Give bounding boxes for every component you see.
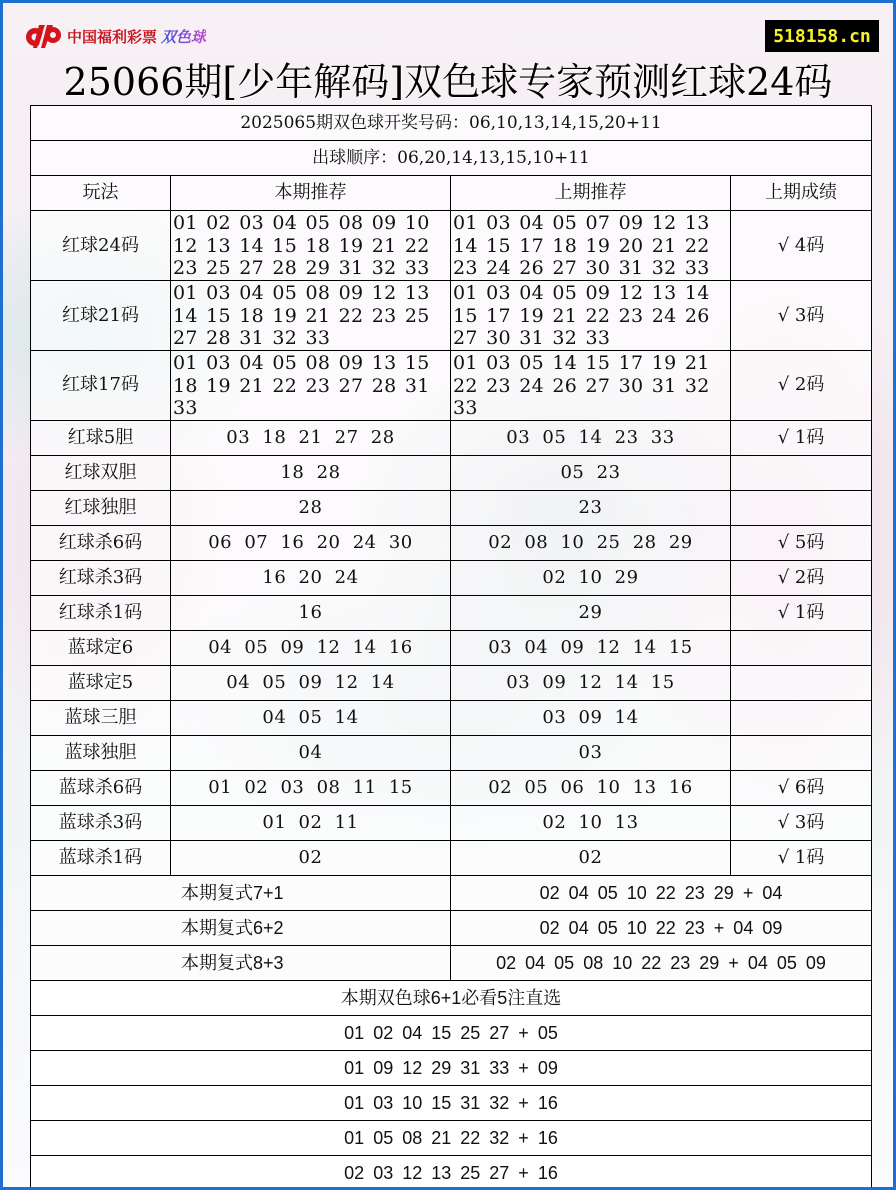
previous-result: √ 1码 (731, 595, 872, 630)
previous-numbers: 05 23 (451, 455, 731, 490)
pick-row (31, 1120, 872, 1155)
logo-text-ssq: 双色球 (161, 27, 207, 46)
welfare-lottery-logo-icon (23, 23, 63, 49)
pick-line: 01 09 12 29 31 33 + 09 (31, 1050, 872, 1085)
picks-title-row (31, 980, 872, 1015)
current-numbers: 01 02 03 04 05 08 09 10 12 13 14 15 18 19 21 22 23 25 27 28 29 31 32 33 (171, 211, 451, 281)
table-row (31, 700, 872, 735)
previous-result (731, 735, 872, 770)
previous-numbers: 23 (451, 490, 731, 525)
current-numbers: 04 05 09 12 14 (171, 665, 451, 700)
row-label: 红球独胆 (31, 490, 171, 525)
table-row (31, 805, 872, 840)
previous-result: √ 5码 (731, 525, 872, 560)
current-numbers: 02 (171, 840, 451, 875)
previous-result: √ 2码 (731, 351, 872, 421)
previous-numbers: 01 03 04 05 07 09 12 13 14 15 17 18 19 20 21 22 23 24 26 27 30 31 32 33 (451, 211, 731, 281)
draw-order-text: 出球顺序：06,20,14,13,15,10+11 (31, 141, 872, 176)
row-label: 蓝球定6 (31, 630, 171, 665)
previous-numbers: 02 05 06 10 13 16 (451, 770, 731, 805)
lottery-logo (23, 23, 206, 49)
compound-value: 02 04 05 08 10 22 23 29 + 04 05 09 (451, 945, 872, 980)
col-header-previous: 上期推荐 (451, 176, 731, 211)
current-numbers: 16 (171, 595, 451, 630)
previous-numbers: 03 04 09 12 14 15 (451, 630, 731, 665)
table-row (31, 770, 872, 805)
previous-numbers: 02 (451, 840, 731, 875)
table-header-row (31, 176, 872, 211)
draw-result-row (31, 106, 872, 141)
previous-numbers: 03 (451, 735, 731, 770)
draw-order-row (31, 141, 872, 176)
previous-result (731, 455, 872, 490)
current-numbers: 28 (171, 490, 451, 525)
table-row (31, 455, 872, 490)
current-numbers: 03 18 21 27 28 (171, 420, 451, 455)
table-row (31, 840, 872, 875)
col-header-current: 本期推荐 (171, 176, 451, 211)
previous-result (731, 490, 872, 525)
table-row (31, 211, 872, 281)
previous-result (731, 630, 872, 665)
row-label: 蓝球杀1码 (31, 840, 171, 875)
table-row (31, 420, 872, 455)
table-row (31, 525, 872, 560)
previous-numbers: 01 03 04 05 09 12 13 14 15 17 19 21 22 23 24 26 27 30 31 32 33 (451, 281, 731, 351)
compound-label: 本期复式8+3 (31, 945, 451, 980)
table-row (31, 560, 872, 595)
row-label: 红球双胆 (31, 455, 171, 490)
previous-result: √ 4码 (731, 211, 872, 281)
row-label: 蓝球定5 (31, 665, 171, 700)
previous-result: √ 6码 (731, 770, 872, 805)
row-label: 红球5胆 (31, 420, 171, 455)
previous-result (731, 700, 872, 735)
col-header-play: 玩法 (31, 176, 171, 211)
row-label: 红球杀6码 (31, 525, 171, 560)
compound-row (31, 910, 872, 945)
compound-row (31, 945, 872, 980)
row-label: 红球21码 (31, 281, 171, 351)
row-label: 蓝球三胆 (31, 700, 171, 735)
table-row (31, 490, 872, 525)
row-label: 红球杀3码 (31, 560, 171, 595)
pick-line: 01 03 10 15 31 32 + 16 (31, 1085, 872, 1120)
table-row (31, 595, 872, 630)
previous-result: √ 1码 (731, 840, 872, 875)
previous-numbers: 03 09 12 14 15 (451, 665, 731, 700)
logo-text-welfare: 中国福利彩票 (67, 27, 158, 46)
pick-row (31, 1085, 872, 1120)
pick-row (31, 1015, 872, 1050)
page-title: 25066期[少年解码]双色球专家预测红球24码 (63, 60, 833, 104)
pick-line: 02 03 12 13 25 27 + 16 (31, 1155, 872, 1187)
current-numbers: 04 (171, 735, 451, 770)
pick-line: 01 02 04 15 25 27 + 05 (31, 1015, 872, 1050)
current-numbers: 01 02 11 (171, 805, 451, 840)
current-numbers: 01 03 04 05 08 09 13 15 18 19 21 22 23 27 28 31 33 (171, 351, 451, 421)
table-row (31, 281, 872, 351)
compound-value: 02 04 05 10 22 23 29 + 04 (451, 875, 872, 910)
previous-numbers: 01 03 05 14 15 17 19 21 22 23 24 26 27 30 31 32 33 (451, 351, 731, 421)
table-row (31, 665, 872, 700)
current-numbers: 18 28 (171, 455, 451, 490)
row-label: 蓝球独胆 (31, 735, 171, 770)
previous-numbers: 03 09 14 (451, 700, 731, 735)
row-label: 蓝球杀6码 (31, 770, 171, 805)
pick-row (31, 1050, 872, 1085)
previous-numbers: 02 10 13 (451, 805, 731, 840)
previous-result: √ 3码 (731, 281, 872, 351)
previous-result: √ 1码 (731, 420, 872, 455)
table-row (31, 735, 872, 770)
current-numbers: 16 20 24 (171, 560, 451, 595)
draw-result-text: 2025065期双色球开奖号码：06,10,13,14,15,20+11 (31, 106, 872, 141)
compound-value: 02 04 05 10 22 23 + 04 09 (451, 910, 872, 945)
previous-result: √ 3码 (731, 805, 872, 840)
current-numbers: 01 02 03 08 11 15 (171, 770, 451, 805)
previous-result (731, 665, 872, 700)
previous-numbers: 02 08 10 25 28 29 (451, 525, 731, 560)
compound-label: 本期复式7+1 (31, 875, 451, 910)
picks-title: 本期双色球6+1必看5注直选 (31, 980, 872, 1015)
pick-row (31, 1155, 872, 1187)
current-numbers: 04 05 14 (171, 700, 451, 735)
row-label: 蓝球杀3码 (31, 805, 171, 840)
compound-row (31, 875, 872, 910)
row-label: 红球24码 (31, 211, 171, 281)
current-numbers: 04 05 09 12 14 16 (171, 630, 451, 665)
previous-numbers: 02 10 29 (451, 560, 731, 595)
site-badge: 518158.cn (765, 20, 879, 52)
previous-result: √ 2码 (731, 560, 872, 595)
previous-numbers: 03 05 14 23 33 (451, 420, 731, 455)
prediction-table (30, 105, 872, 1187)
current-numbers: 01 03 04 05 08 09 12 13 14 15 18 19 21 22 23 25 27 28 31 32 33 (171, 281, 451, 351)
compound-label: 本期复式6+2 (31, 910, 451, 945)
previous-numbers: 29 (451, 595, 731, 630)
table-row (31, 351, 872, 421)
poster-frame (3, 3, 893, 1187)
table-row (31, 630, 872, 665)
current-numbers: 06 07 16 20 24 30 (171, 525, 451, 560)
row-label: 红球17码 (31, 351, 171, 421)
col-header-result: 上期成绩 (731, 176, 872, 211)
pick-line: 01 05 08 21 22 32 + 16 (31, 1120, 872, 1155)
row-label: 红球杀1码 (31, 595, 171, 630)
